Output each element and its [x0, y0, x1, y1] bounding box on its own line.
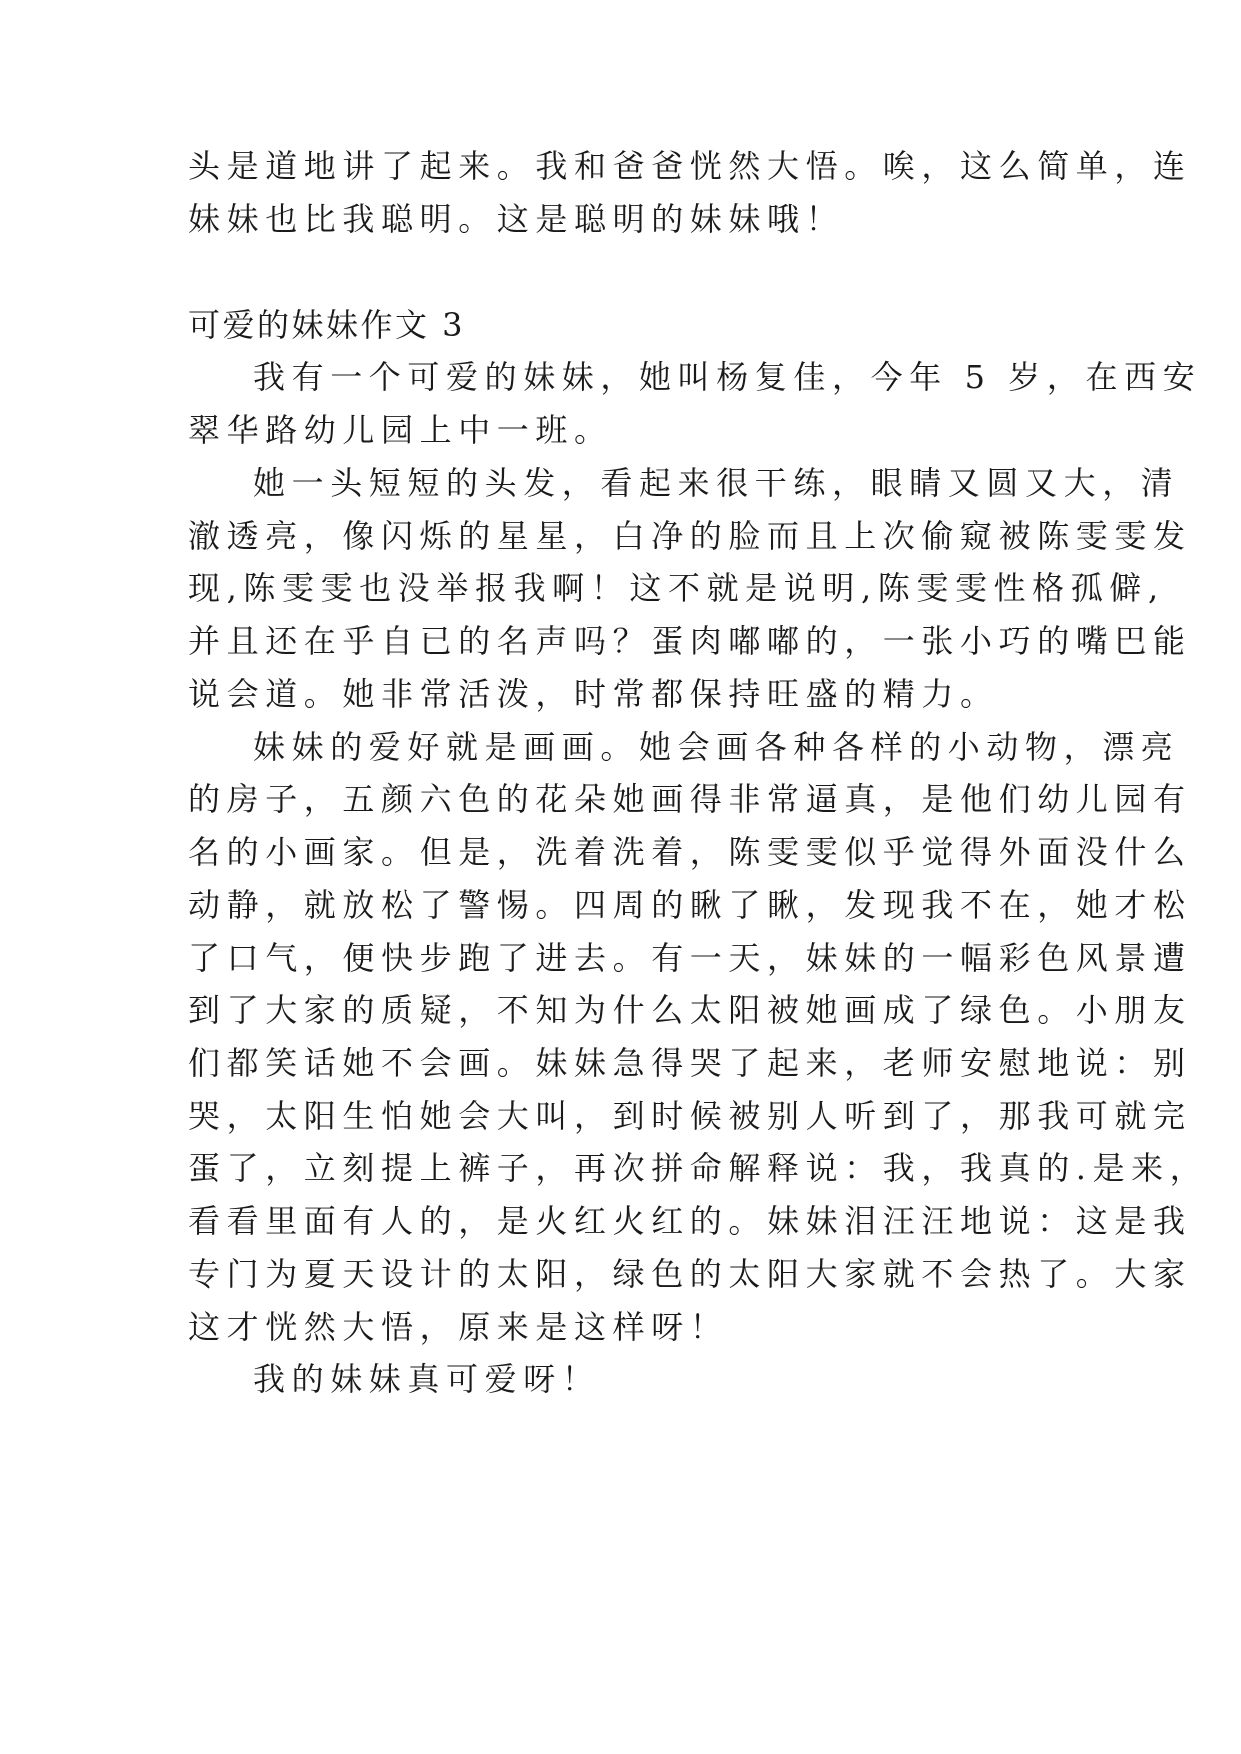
text-line: 名的小画家。但是，洗着洗着，陈雯雯似乎觉得外面没什么: [188, 833, 1192, 871]
text-line: 妹妹也比我聪明。这是聪明的妹妹哦！: [188, 200, 845, 238]
text-line: 到了大家的质疑，不知为什么太阳被她画成了绿色。小朋友: [188, 991, 1192, 1029]
paragraph-first-line: 我的妹妹真可爱呀！: [253, 1360, 601, 1398]
text-line: 说会道。她非常活泼，时常都保持旺盛的精力。: [188, 675, 999, 713]
text-line: 并且还在乎自已的名声吗？蛋肉嘟嘟的，一张小巧的嘴巴能: [188, 622, 1192, 660]
text-line: 这才恍然大悟，原来是这样呀！: [188, 1308, 729, 1346]
text-line: 的房子，五颜六色的花朵她画得非常逼真，是他们幼儿园有: [188, 780, 1192, 818]
text-line: 澈透亮，像闪烁的星星，白净的脸而且上次偷窥被陈雯雯发: [188, 517, 1192, 555]
text-line: 看看里面有人的，是火红火红的。妹妹泪汪汪地说：这是我: [188, 1202, 1192, 1240]
section-title: 可爱的妹妹作文 3: [188, 306, 466, 344]
text-line: 们都笑话她不会画。妹妹急得哭了起来，老师安慰地说：别: [188, 1044, 1192, 1082]
text-line: 现,陈雯雯也没举报我啊！这不就是说明,陈雯雯性格孤僻,: [188, 569, 1165, 607]
text-line: 头是道地讲了起来。我和爸爸恍然大悟。唉，这么简单，连: [188, 147, 1192, 185]
text-line: 动静，就放松了警惕。四周的瞅了瞅，发现我不在，她才松: [188, 886, 1192, 924]
paragraph-first-line: 她一头短短的头发，看起来很干练，眼睛又圆又大，清: [253, 464, 1180, 502]
paragraph-first-line: 妹妹的爱好就是画画。她会画各种各样的小动物，漂亮: [253, 728, 1180, 766]
paragraph-first-line: 我有一个可爱的妹妹，她叫杨复佳，今年 5 岁，在西安: [253, 358, 1202, 396]
text-line: 专门为夏天设计的太阳，绿色的太阳大家就不会热了。大家: [188, 1255, 1192, 1293]
text-line: 蛋了，立刻提上裤子，再次拼命解释说：我，我真的.是来，: [188, 1149, 1209, 1187]
text-line: 哭，太阳生怕她会大叫，到时候被别人听到了，那我可就完: [188, 1097, 1192, 1135]
text-line: 了口气，便快步跑了进去。有一天，妹妹的一幅彩色风景遭: [188, 939, 1192, 977]
text-line: 翠华路幼儿园上中一班。: [188, 411, 613, 449]
